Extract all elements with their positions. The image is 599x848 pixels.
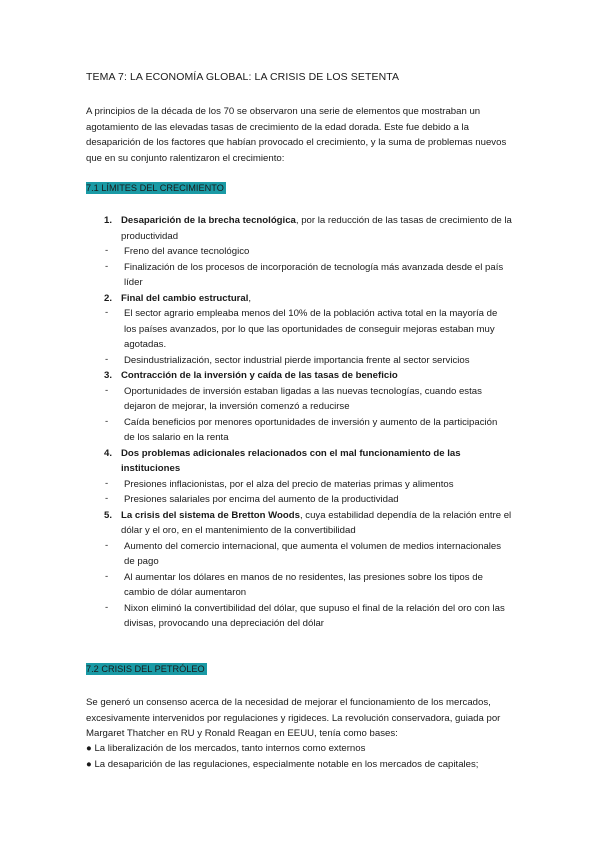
- list-item-number: 2.: [104, 292, 113, 304]
- list-item: [86, 291, 516, 307]
- bullet-dot: ●: [86, 759, 92, 770]
- numbered-list: [86, 213, 516, 632]
- dash-marker: -: [105, 245, 109, 256]
- dash-marker: -: [105, 415, 109, 427]
- sub-item: [86, 244, 516, 260]
- sub-item: [86, 260, 516, 291]
- sub-item-text: Al aumentar los dólares en manos de no residentes, las presiones sobre los tipos de cambio de dólar aumentaron: [124, 571, 483, 598]
- sub-item: [86, 384, 516, 415]
- section-heading-oil-crisis: 7.2 CRISIS DEL PETRÓLEO: [86, 664, 205, 674]
- dash-marker: -: [105, 539, 109, 551]
- intro-paragraph: A principios de la década de los 70 se observaron una serie de elementos que mostraban un agotamiento de las elevadas tasas de crecimiento de la edad dorada. Este fue debido a la desaparición de los factores que habían provocado el crecimiento, y la suma de problemas nuevos que en su conjunto ralentizaron el crecimiento:: [86, 106, 507, 164]
- dash-marker: -: [105, 353, 109, 365]
- bullet-dot: ●: [86, 743, 92, 754]
- bullet-item: [86, 741, 365, 757]
- list-item-number: 5.: [104, 509, 113, 521]
- page-title: TEMA 7: LA ECONOMÍA GLOBAL: LA CRISIS DE LOS SETENTA: [86, 71, 400, 83]
- bullet-text: La liberalización de los mercados, tanto internos como externos: [94, 743, 366, 754]
- list-item-number: 3.: [104, 370, 113, 381]
- sub-item-text: Freno del avance tecnológico: [124, 246, 250, 257]
- sub-item: [86, 477, 516, 493]
- list-item-text: , cuya estabilidad dependía de la relación entre el dólar y el oro, en el mantenimiento de la convertibilidad: [121, 509, 512, 536]
- list-item: [86, 446, 516, 477]
- sub-item: [86, 601, 516, 632]
- sub-item-text: Oportunidades de inversión estaban ligadas a las nuevas tecnologías, cuando estas dejaron de mejorar, la inversión comenzó a reducirse: [124, 385, 482, 412]
- list-item-number: 1.: [104, 215, 113, 226]
- dash-marker: -: [105, 570, 109, 582]
- dash-marker: -: [105, 477, 109, 489]
- dash-marker: -: [105, 601, 109, 613]
- sub-item: [86, 492, 516, 508]
- sub-item-text: El sector agrario empleaba menos del 10% de la población activa total en la mayoría de los países avanzados, por lo que las oportunidades de conseguir mejoras estaban muy agotadas.: [124, 308, 498, 350]
- bullet-item: [86, 757, 478, 773]
- sub-item: [86, 353, 516, 369]
- dash-marker: -: [105, 260, 109, 272]
- list-item: [86, 213, 516, 244]
- sub-item-text: Presiones salariales por encima del aumento de la productividad: [124, 494, 399, 505]
- sub-item: [86, 539, 516, 570]
- bullet-text: La desaparición de las regulaciones, especialmente notable en los mercados de capitales;: [94, 759, 479, 770]
- section2-paragraph: Se generó un consenso acerca de la necesidad de mejorar el funcionamiento de los mercados, excesivamente intervenidos por regulaciones y rigideces. La revolución conservadora, guiada por Margaret Thatcher en RU y Ronald Reagan en EEUU, tenía como bases:: [86, 697, 501, 739]
- sub-item: [86, 570, 516, 601]
- dash-marker: -: [105, 384, 109, 396]
- list-item-text: ,: [248, 292, 252, 304]
- list-item-lead: Final del cambio estructural: [121, 292, 249, 304]
- list-item-lead: Contracción de la inversión y caída de las tasas de beneficio: [121, 370, 398, 381]
- sub-item-text: Finalización de los procesos de incorporación de tecnología más avanzada desde el país líder: [124, 261, 504, 288]
- dash-marker: -: [105, 493, 109, 504]
- list-item-text: , por la reducción de las tasas de crecimiento de la productividad: [121, 215, 512, 242]
- sub-item-text: Presiones inflacionistas, por el alza del precio de materias primas y alimentos: [124, 478, 454, 490]
- section-heading-limits: 7.1 LÍMITES DEL CRECIMIENTO: [86, 183, 224, 193]
- sub-item: [86, 306, 516, 353]
- list-item-lead: Desaparición de la brecha tecnológica: [121, 215, 296, 226]
- list-item: [86, 508, 516, 539]
- dash-marker: -: [105, 307, 109, 318]
- sub-item: [86, 415, 516, 446]
- sub-item-text: Nixon eliminó la convertibilidad del dólar, que supuso el final de la relación del oro con las divisas, provocando una depreciación del dólar: [124, 602, 505, 629]
- list-item-lead: Dos problemas adicionales relacionados con el mal funcionamiento de las instituciones: [121, 447, 461, 474]
- list-item: [86, 368, 516, 384]
- sub-item-text: Caída beneficios por menores oportunidades de inversión y aumento de la participación de los salario en la renta: [124, 416, 498, 443]
- list-item-lead: La crisis del sistema de Bretton Woods: [121, 509, 300, 521]
- sub-item-text: Aumento del comercio internacional, que aumenta el volumen de medios internacionales de pago: [124, 540, 502, 567]
- sub-item-text: Desindustrialización, sector industrial pierde importancia frente al sector servicios: [124, 354, 470, 366]
- list-item-number: 4.: [104, 447, 113, 459]
